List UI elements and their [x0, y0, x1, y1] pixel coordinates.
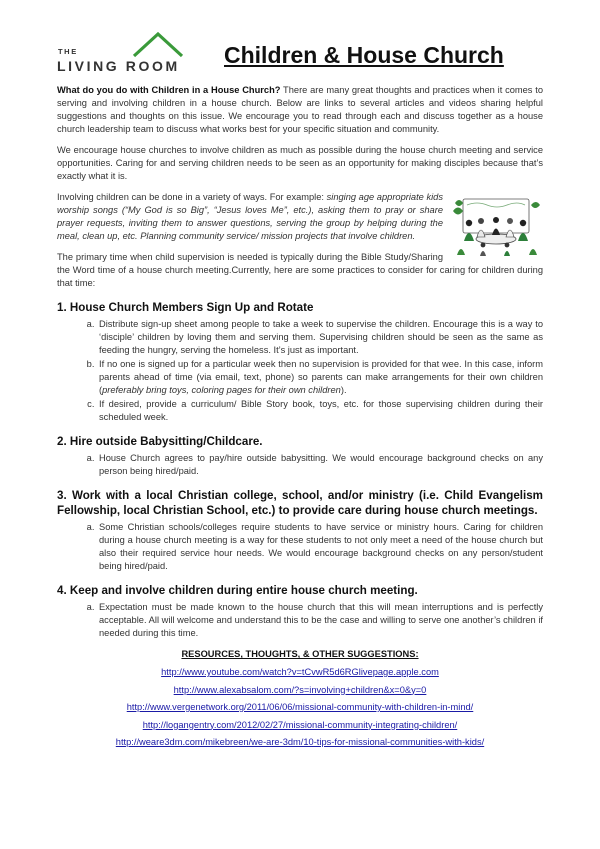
section-1-list: [57, 318, 543, 424]
resource-link[interactable]: http://weare3dm.com/mikebreen/we-are-3dm/10-tips-for-missional-communities-with-kids/: [115, 737, 485, 747]
logo-the: THE: [58, 47, 78, 56]
paragraph-supervision: The primary time when child supervision is needed is typically during the Bible Study/Sharing the Word time of a house church meeting.Currently, here are some practices to consider for caring for children during that time:: [57, 252, 543, 288]
paragraph-encourage: We encourage house churches to involve children as much as possible during the house church meeting and service opportunities. Caring for and serving children needs to be seen as an opportunity for making disciples because that’s exactly what it is.: [57, 145, 543, 181]
section-2-list: [57, 452, 543, 478]
list-item-text: If no one is signed up for a particular week then no supervision is provided for that wee. In this case, inform parents ahead of time (via email, text, phone) so parents can make arrangements for their own children (: [99, 359, 543, 395]
intro-paragraph: [57, 84, 543, 136]
resource-link[interactable]: http://www.youtube.com/watch?v=tCvwR5d6RGlivepage.apple.com: [161, 667, 439, 677]
living-room-logo: [57, 30, 197, 80]
list-item: [97, 358, 543, 397]
logo-name: [57, 58, 180, 74]
list-item-italic: preferably bring toys, coloring pages for their own children: [102, 385, 341, 395]
list-item-end: ).: [340, 385, 347, 395]
resource-link[interactable]: http://logangentry.com/2012/02/27/missional-community-integrating-children/: [142, 719, 458, 730]
intro-text: There are many great thoughts and practices when it comes to serving and involving children in a house church. Below are links to several articles and videos sharing helpful suggestions and thoughts on this issue. We encourage you to read through each and discuss together as a house church leadership team to discuss what works best for your specific situation and community.: [57, 85, 543, 134]
document-body: [57, 84, 543, 752]
section-4-list: [57, 601, 543, 640]
resource-link[interactable]: http://www.vergenetwork.org/2011/06/06/missional-community-with-children-in-mind/: [126, 702, 474, 712]
page-title: Children & House Church: [224, 42, 504, 68]
logo-living: LIVING: [57, 58, 120, 74]
list-item: a. Some Christian schools/colleges require students to have service or ministry hours. Caring for children during a house church meeting is a way for these students to not only meet a need of the house church but also their required service hour needs. We would encourage background checks on any person/student being hired/paid.: [97, 521, 543, 573]
logo-room: ROOM: [125, 58, 180, 74]
involving-examples: singing age appropriate kids worship songs (“My God is so Big”, “Jesus loves Me”, etc.), asking them to pray or share prayer requests, inviting them to answer questions, serving the group by helping during the meal, clean up, etc. Planning community service/ mission projects that involve children.: [57, 192, 443, 241]
section-heading-1: 1. House Church Members Sign Up and Rotate: [57, 301, 314, 314]
resources-section: [57, 648, 543, 752]
section-heading-4: 4. Keep and involve children during entire house church meeting.: [57, 584, 418, 597]
involving-start: Involving children can be done in a variety of ways. For example:: [57, 192, 327, 202]
section-3-list: [57, 521, 543, 573]
group-meeting-illustration: [449, 193, 543, 259]
list-item: a. Distribute sign-up sheet among people to take a week to supervise the children. Encourage this is a way to ‘disciple’ children by loving them and serving them. Supervising children should be seen as the same as feeding the hungry, serving the homeless. It’s just as important.: [97, 318, 543, 357]
section-heading-2: 2. Hire outside Babysitting/Childcare.: [57, 435, 263, 448]
paragraph-involving: [57, 191, 543, 243]
resources-heading: RESOURCES, THOUGHTS, & OTHER SUGGESTIONS:: [181, 649, 419, 659]
list-item: a. House Church agrees to pay/hire outside babysitting. We would encourage background checks on any person being hired/paid.: [97, 452, 543, 478]
list-item: c. If desired, provide a curriculum/ Bible Story book, toys, etc. for those supervising children during their scheduled week.: [97, 398, 543, 424]
section-heading-3: 3. Work with a local Christian college, school, and/or ministry (i.e. Child Evangelism Fellowship, local Christian School, etc.) to provide care during house church meetings.: [57, 489, 543, 517]
list-item: a. Expectation must be made known to the house church that this will mean interruptions and is perfectly acceptable. All will welcome and understand this to be the case and willing to serve one another’s children if needed during this time.: [97, 601, 543, 640]
resource-link[interactable]: http://www.alexabsalom.com/?s=involving+children&x=0&y=0: [173, 684, 427, 695]
intro-lead: What do you do with Children in a House Church?: [57, 85, 281, 95]
